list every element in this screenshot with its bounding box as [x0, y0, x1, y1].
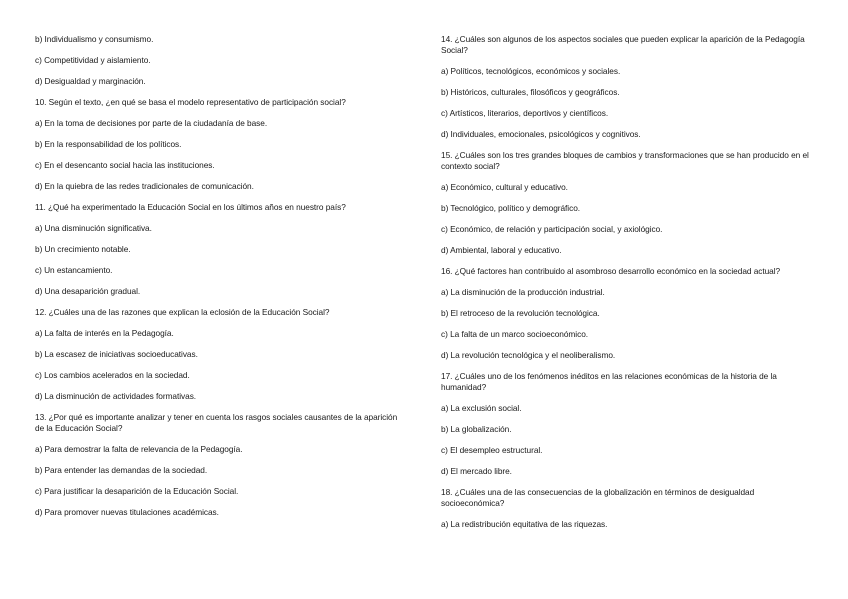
answer-option: a) Económico, cultural y educativo.: [441, 182, 568, 192]
question-text: 12. ¿Cuáles una de las razones que explican la eclosión de la Educación Social?: [35, 307, 330, 317]
answer-option: d) Ambiental, laboral y educativo.: [441, 245, 562, 255]
answer-option: b) En la responsabilidad de los políticos.: [35, 139, 182, 149]
question-text: 13. ¿Por qué es importante analizar y tener en cuenta los rasgos sociales causantes de la aparición de la Educación Social?: [35, 412, 398, 433]
answer-option: a) La redistribución equitativa de las riquezas.: [441, 519, 608, 529]
question-text: 17. ¿Cuáles uno de los fenómenos inéditos en las relaciones económicas de la historia de la humanidad?: [441, 371, 777, 392]
question-text: 11. ¿Qué ha experimentado la Educación Social en los últimos años en nuestro país?: [35, 202, 346, 212]
answer-option: c) Competitividad y aislamiento.: [35, 55, 151, 65]
answer-option: b) La escasez de iniciativas socioeducativas.: [35, 349, 198, 359]
answer-option: a) La disminución de la producción industrial.: [441, 287, 605, 297]
answer-option: a) Una disminución significativa.: [35, 223, 152, 233]
answer-option: b) Un crecimiento notable.: [35, 244, 131, 254]
answer-option: d) Individuales, emocionales, psicológicos y cognitivos.: [441, 129, 641, 139]
question-text: 14. ¿Cuáles son algunos de los aspectos sociales que pueden explicar la aparición de la Pedagogía Social?: [441, 34, 805, 55]
answer-option: d) Desigualdad y marginación.: [35, 76, 146, 86]
answer-option: a) Para demostrar la falta de relevancia de la Pedagogía.: [35, 444, 243, 454]
answer-option: c) Para justificar la desaparición de la Educación Social.: [35, 486, 239, 496]
question-text: 16. ¿Qué factores han contribuido al asombroso desarrollo económico en la sociedad actual?: [441, 266, 781, 276]
question-text: 18. ¿Cuáles una de las consecuencias de la globalización en términos de desigualdad socioeconómica?: [441, 487, 755, 508]
question-text: 10. Según el texto, ¿en qué se basa el modelo representativo de participación social?: [35, 97, 346, 107]
question-text: 15. ¿Cuáles son los tres grandes bloques de cambios y transformaciones que se han producido en el contexto social?: [441, 150, 809, 171]
answer-option: b) Para entender las demandas de la sociedad.: [35, 465, 208, 475]
answer-option: b) Tecnológico, político y demográfico.: [441, 203, 581, 213]
answer-option: b) El retroceso de la revolución tecnológica.: [441, 308, 600, 318]
answer-option: b) Individualismo y consumismo.: [35, 34, 154, 44]
answer-option: a) En la toma de decisiones por parte de la ciudadanía de base.: [35, 118, 268, 128]
answer-option: c) Los cambios acelerados en la sociedad.: [35, 370, 190, 380]
answer-option: d) Una desaparición gradual.: [35, 286, 141, 296]
answer-option: c) Económico, de relación y participación social, y axiológico.: [441, 224, 663, 234]
answer-option: d) El mercado libre.: [441, 466, 512, 476]
answer-option: d) La revolución tecnológica y el neoliberalismo.: [441, 350, 616, 360]
answer-option: c) Artísticos, literarios, deportivos y científicos.: [441, 108, 609, 118]
answer-option: b) Históricos, culturales, filosóficos y geográficos.: [441, 87, 620, 97]
answer-option: a) Políticos, tecnológicos, económicos y sociales.: [441, 66, 621, 76]
answer-option: c) La falta de un marco socioeconómico.: [441, 329, 589, 339]
answer-option: b) La globalización.: [441, 424, 512, 434]
left-column: [35, 34, 405, 528]
answer-option: a) La falta de interés en la Pedagogía.: [35, 328, 174, 338]
answer-option: a) La exclusión social.: [441, 403, 522, 413]
answer-option: d) Para promover nuevas titulaciones académicas.: [35, 507, 219, 517]
answer-option: c) El desempleo estructural.: [441, 445, 543, 455]
answer-option: c) En el desencanto social hacia las instituciones.: [35, 160, 215, 170]
answer-option: d) La disminución de actividades formativas.: [35, 391, 197, 401]
answer-option: d) En la quiebra de las redes tradicionales de comunicación.: [35, 181, 254, 191]
right-column: [441, 34, 811, 540]
answer-option: c) Un estancamiento.: [35, 265, 113, 275]
